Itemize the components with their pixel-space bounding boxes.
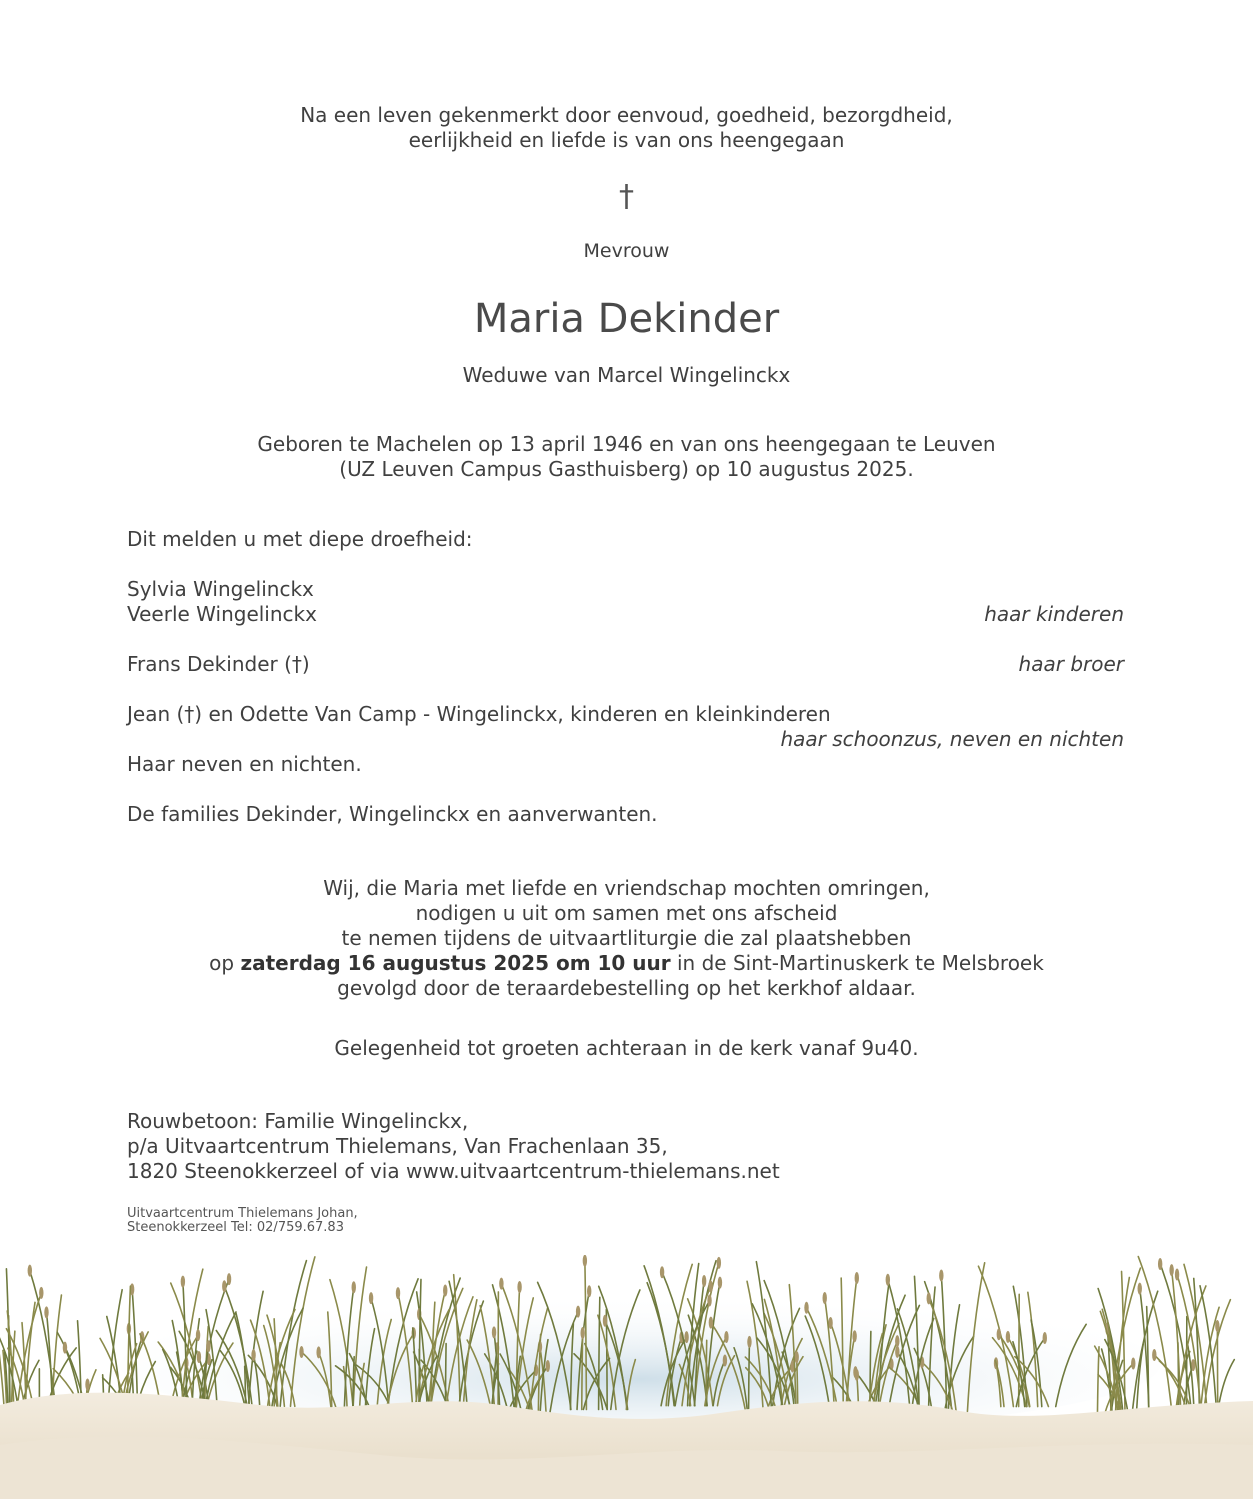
grass-seed-head: [181, 1276, 185, 1288]
grass-seed-head: [227, 1273, 231, 1285]
grass-seed-head: [823, 1292, 827, 1304]
grass-seed-head: [895, 1335, 899, 1347]
grass-seed-head: [855, 1272, 859, 1284]
grass-seed-head: [587, 1285, 591, 1297]
grass-blade: [582, 1333, 583, 1409]
grass-seed-head: [517, 1281, 521, 1293]
intro-line-2: eerlijkheid en liefde is van ons heengegaan: [408, 128, 845, 152]
grass-seed-head: [492, 1326, 496, 1338]
grass-seed-head: [747, 1336, 751, 1348]
grass-seed-head: [222, 1280, 226, 1292]
grass-seed-head: [660, 1266, 664, 1278]
grass-seed-head: [251, 1349, 255, 1361]
invite-line-4: op zaterdag 16 augustus 2025 om 10 uur in de Sint-Martinuskerk te Melsbroek: [209, 951, 1044, 975]
grass-seed-head: [707, 1294, 711, 1306]
grass-seed-head: [1169, 1264, 1173, 1276]
inlaws-group: [127, 702, 1124, 777]
grass-seed-head: [708, 1280, 712, 1292]
deceased-name: Maria Dekinder: [473, 296, 780, 342]
grass-seed-head: [997, 1328, 1001, 1340]
condolence-address: Rouwbetoon: Familie Wingelinckx, p/a Uitvaartcentrum Thielemans, Van Frachenlaan 35, 1820 Steenokkerzeel of via www.uitvaartcentrum-thielemans.net: [127, 1109, 1124, 1184]
brother-group: [127, 652, 1124, 677]
birth-line-2: (UZ Leuven Campus Gasthuisberg) op 10 augustus 2025.: [339, 457, 914, 481]
relation-label: haar kinderen: [984, 602, 1124, 626]
families-line: De families Dekinder, Wingelinckx en aanverwanten.: [127, 802, 658, 826]
intro-line-1: Na een leven gekenmerkt door eenvoud, goedheid, bezorgdheid,: [300, 103, 953, 127]
grass-seed-head: [396, 1287, 400, 1299]
grass-seed-head: [804, 1302, 808, 1314]
service-date: zaterdag 16 augustus 2025 om 10 uur: [240, 951, 671, 975]
grass-seed-head: [28, 1265, 32, 1277]
grass-seed-head: [44, 1306, 48, 1318]
grass-seed-head: [852, 1330, 856, 1342]
greeting-line: Gelegenheid tot groeten achteraan in de kerk vanaf 9u40.: [334, 1036, 919, 1060]
invite-line-3: te nemen tijdens de uitvaartliturgie die zal plaatshebben: [341, 926, 912, 950]
grass-seed-head: [723, 1355, 727, 1367]
grass-seed-head: [1006, 1331, 1010, 1343]
grass-seed-head: [546, 1360, 550, 1372]
grass-blade: [749, 1342, 750, 1409]
relation-label: haar schoonzus, neven en nichten: [780, 727, 1124, 751]
spouse-line: Weduwe van Marcel Wingelinckx: [462, 363, 791, 387]
honorific: Mevrouw: [583, 240, 670, 262]
grass-seed-head: [1138, 1283, 1142, 1295]
grass-seed-head: [709, 1317, 713, 1329]
invite-line-1: Wij, die Maria met liefde en vriendschap mochten omringen,: [323, 876, 930, 900]
grass-blade: [1019, 1294, 1020, 1406]
invite-line-5: gevolgd door de teraardebestelling op het kerkhof aldaar.: [337, 976, 916, 1000]
grass-seed-head: [85, 1378, 89, 1390]
invite-line-2: nodigen u uit om samen met ons afscheid: [415, 901, 838, 925]
grass-seed-head: [206, 1340, 210, 1352]
grass-seed-head: [63, 1342, 67, 1354]
grass-seed-head: [39, 1287, 43, 1299]
intro-text: [0, 103, 1253, 153]
grass-seed-head: [581, 1327, 585, 1339]
grass-seed-head: [576, 1306, 580, 1318]
funeral-home-footer: Uitvaartcentrum Thielemans Johan, Steenokkerzeel Tel: 02/759.67.83: [127, 1206, 358, 1235]
grass-seed-head: [583, 1255, 587, 1267]
announcement-line: Dit melden u met diepe droefheid:: [127, 527, 473, 551]
grass-seed-head: [1043, 1332, 1047, 1344]
condolence-website[interactable]: 1820 Steenokkerzeel of via www.uitvaartcentrum-thielemans.net: [127, 1159, 780, 1183]
grass-seed-head: [724, 1331, 728, 1343]
grass-seed-head: [886, 1274, 890, 1286]
grass-seed-head: [1152, 1349, 1156, 1361]
grass-seed-head: [718, 1277, 722, 1289]
children-group: [127, 577, 1124, 627]
relation-label: haar broer: [1018, 652, 1124, 676]
grass-seed-head: [352, 1281, 356, 1293]
birth-line-1: Geboren te Machelen op 13 april 1946 en van ons heengegaan te Leuven: [257, 432, 996, 456]
birth-death-text: [0, 432, 1253, 482]
nephews-line: Haar neven en nichten.: [127, 752, 362, 776]
invitation-text: [0, 876, 1253, 1001]
grass-seed-head: [1175, 1269, 1179, 1281]
grass-seed-head: [702, 1275, 706, 1287]
grass-seed-head: [1158, 1258, 1162, 1270]
grass-seed-head: [855, 1369, 859, 1381]
grass-seed-head: [316, 1346, 320, 1358]
grass-seed-head: [895, 1346, 899, 1358]
child-name: Veerle Wingelinckx: [127, 602, 317, 626]
grass-seed-head: [197, 1351, 201, 1363]
grass-seed-head: [196, 1329, 200, 1341]
dune-grass-image: [0, 1255, 1253, 1499]
grass-seed-head: [369, 1292, 373, 1304]
child-name: Sylvia Wingelinckx: [127, 577, 314, 601]
grass-seed-head: [299, 1346, 303, 1358]
grass-seed-head: [684, 1331, 688, 1343]
grass-seed-head: [1131, 1358, 1135, 1370]
grass-seed-head: [603, 1315, 607, 1327]
inlaw-name: Jean (†) en Odette Van Camp - Wingelinckx, kinderen en kleinkinderen: [127, 702, 831, 726]
cross-icon: †: [619, 179, 634, 214]
grass-seed-head: [717, 1257, 721, 1269]
grass-seed-head: [927, 1292, 931, 1304]
grass-seed-head: [499, 1278, 503, 1290]
brother-name: Frans Dekinder (†): [127, 652, 310, 676]
grass-seed-head: [939, 1270, 943, 1282]
grass-seed-head: [443, 1284, 447, 1296]
